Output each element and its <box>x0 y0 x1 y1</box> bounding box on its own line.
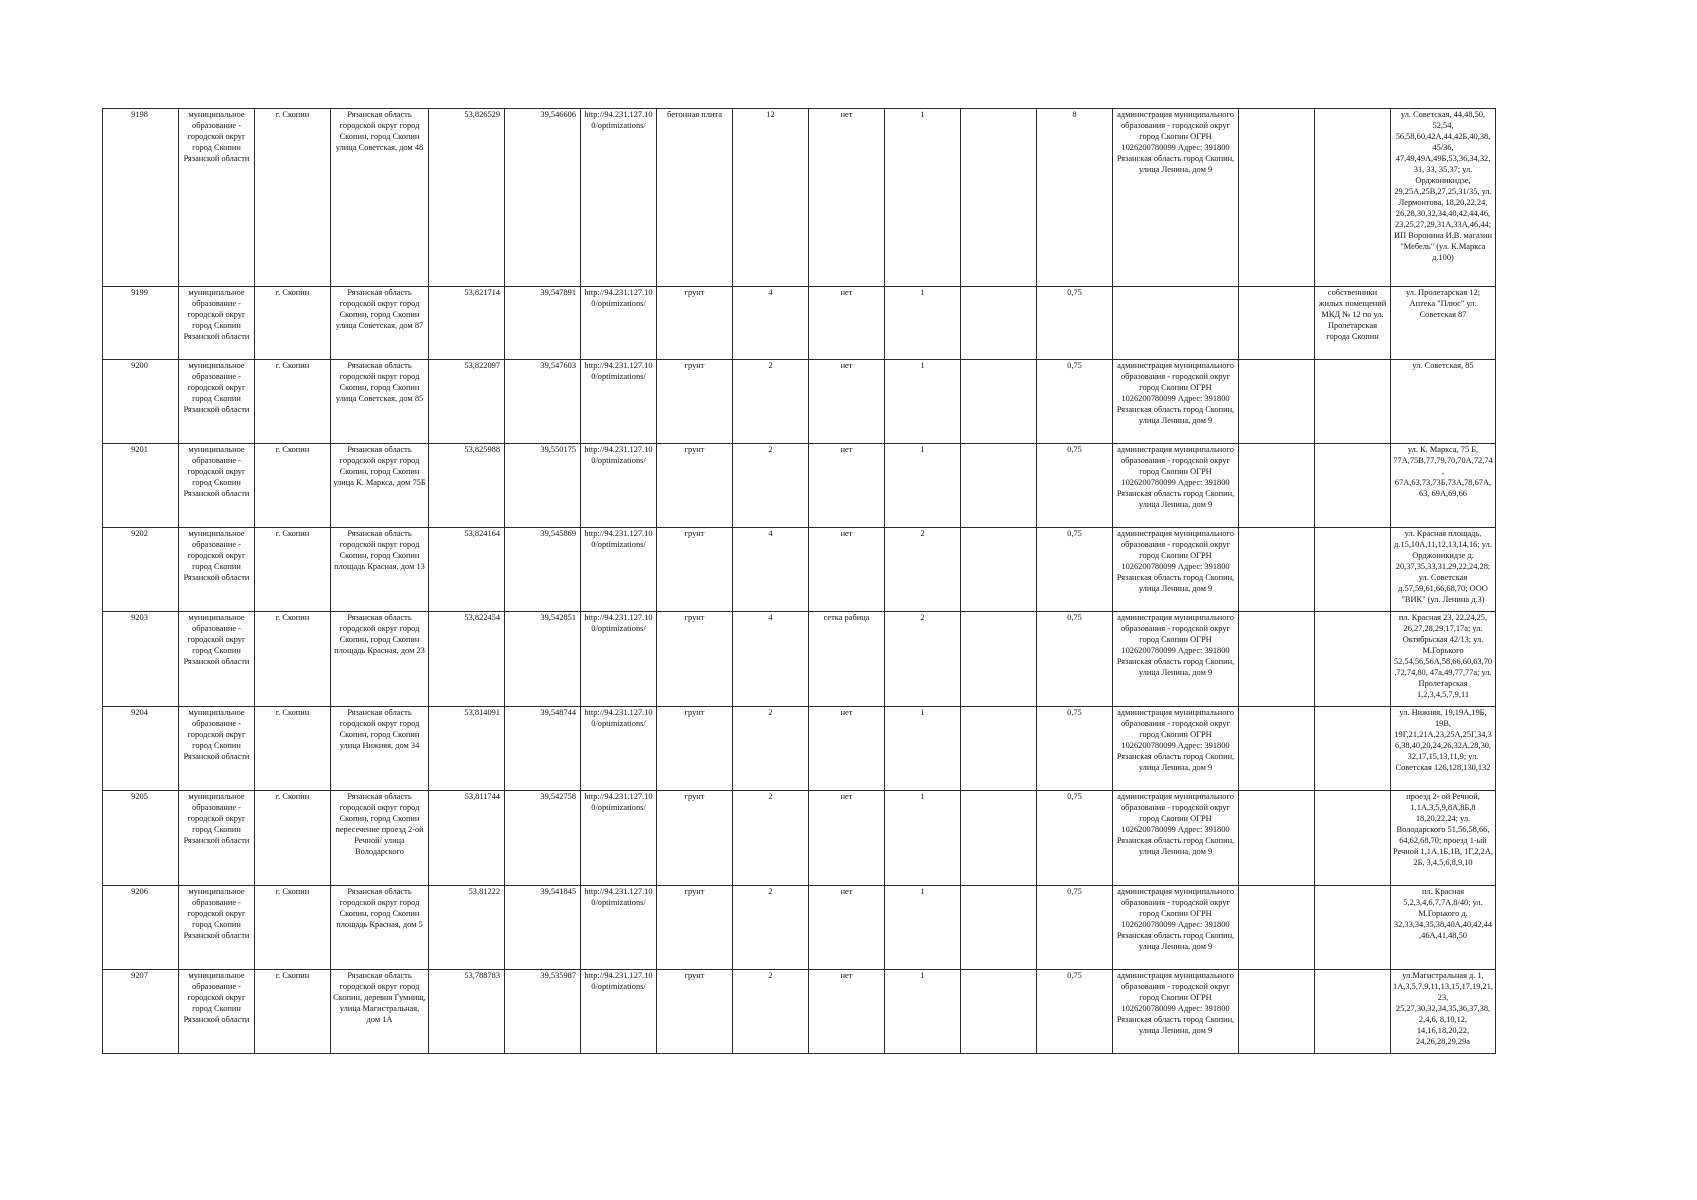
cell-surface: грунт <box>657 707 733 791</box>
cell-latitude: 53,824164 <box>429 528 505 612</box>
table-row <box>103 886 1496 970</box>
cell-containers: 1 <box>885 287 961 360</box>
cell-empty <box>1239 707 1315 791</box>
cell-volume: 0,75 <box>1037 886 1113 970</box>
cell-owner-residents: собственники жилых помещений МКД № 12 по ул. Пролетарская города Скопин <box>1315 287 1391 360</box>
table-row <box>103 528 1496 612</box>
cell-waste-sources: проезд 2- ой Речной, 1,1А,3,5,9,8А,8Б,8 18,20,22,24; ул. Володарского 51,56,58,66, 64,62,68,70; проезд 1-ый Речной 1,1А,1Б,1В, 1Г,2,2А, 2Б, 3,4,5,6,8,9,10 <box>1391 791 1496 886</box>
cell-address: Рязанская область городской округ город Скопин, город Скопин площадь Красная, дом 5 <box>331 886 429 970</box>
cell-city: г. Скопин <box>255 886 331 970</box>
cell-id: 9198 <box>103 109 179 287</box>
cell-waste-sources: ул. Советская, 85 <box>1391 360 1496 444</box>
cell-id: 9201 <box>103 444 179 528</box>
cell-link: http://94.231.127.100/optimizations/ <box>581 707 657 791</box>
cell-owner-residents <box>1315 360 1391 444</box>
cell-city: г. Скопин <box>255 444 331 528</box>
cell-fence: нет <box>809 528 885 612</box>
cell-fence: нет <box>809 360 885 444</box>
cell-owner: муниципальное образование - городской округ город Скопин Рязанской области <box>179 360 255 444</box>
cell-empty <box>961 791 1037 886</box>
cell-operator: администрация муниципального образования - городской округ город Скопин ОГРН 1026200780099 Адрес: 391800 Рязанская область город Скопин, улица Ленина, дом 9 <box>1113 444 1239 528</box>
cell-area: 2 <box>733 707 809 791</box>
cell-longitude: 39,546606 <box>505 109 581 287</box>
cell-empty <box>1239 109 1315 287</box>
cell-empty <box>961 287 1037 360</box>
cell-longitude: 39,542758 <box>505 791 581 886</box>
cell-fence: нет <box>809 444 885 528</box>
cell-surface: грунт <box>657 360 733 444</box>
cell-city: г. Скопин <box>255 612 331 707</box>
cell-empty <box>1239 970 1315 1054</box>
cell-owner-residents <box>1315 109 1391 287</box>
cell-link: http://94.231.127.100/optimizations/ <box>581 109 657 287</box>
cell-owner-residents <box>1315 707 1391 791</box>
cell-owner-residents <box>1315 528 1391 612</box>
cell-address: Рязанская область городской округ город Скопин, город Скопин улица К. Маркса, дом 75Б <box>331 444 429 528</box>
cell-empty <box>961 444 1037 528</box>
cell-link: http://94.231.127.100/optimizations/ <box>581 886 657 970</box>
cell-latitude: 53,81222 <box>429 886 505 970</box>
cell-longitude: 39,545869 <box>505 528 581 612</box>
cell-area: 2 <box>733 360 809 444</box>
cell-surface: бетонная плита <box>657 109 733 287</box>
cell-city: г. Скопин <box>255 707 331 791</box>
cell-operator: администрация муниципального образования - городской округ город Скопин ОГРН 1026200780099 Адрес: 391800 Рязанская область город Скопин, улица Ленина, дом 9 <box>1113 791 1239 886</box>
cell-area: 2 <box>733 886 809 970</box>
cell-link: http://94.231.127.100/optimizations/ <box>581 444 657 528</box>
cell-link: http://94.231.127.100/optimizations/ <box>581 528 657 612</box>
cell-owner: муниципальное образование - городской округ город Скопин Рязанской области <box>179 886 255 970</box>
cell-area: 12 <box>733 109 809 287</box>
cell-operator: администрация муниципального образования - городской округ город Скопин ОГРН 1026200780099 Адрес: 391800 Рязанская область город Скопин, улица Ленина, дом 9 <box>1113 612 1239 707</box>
cell-address: Рязанская область городской округ город Скопин, город Скопин улица Советская, дом 48 <box>331 109 429 287</box>
cell-containers: 2 <box>885 528 961 612</box>
cell-fence: нет <box>809 791 885 886</box>
cell-owner-residents <box>1315 970 1391 1054</box>
cell-area: 2 <box>733 791 809 886</box>
cell-longitude: 39,535987 <box>505 970 581 1054</box>
cell-area: 4 <box>733 528 809 612</box>
registry-table-body <box>103 109 1496 1054</box>
cell-owner-residents <box>1315 612 1391 707</box>
cell-link: http://94.231.127.100/optimizations/ <box>581 970 657 1054</box>
cell-waste-sources: пл. Красная 23, 22,24,25, 26,27,28,29,17,17а; ул. Октябрьская 42/13; ул. М.Горького 52,54,56,56А,58,66,60,63,70,72,74,80, 47а,49,77,77а; ул. Пролетарская 1,2,3,4,5,7,9,11 <box>1391 612 1496 707</box>
cell-latitude: 53,811744 <box>429 791 505 886</box>
cell-city: г. Скопин <box>255 360 331 444</box>
cell-owner: муниципальное образование - городской округ город Скопин Рязанской области <box>179 528 255 612</box>
cell-id: 9204 <box>103 707 179 791</box>
cell-fence: нет <box>809 886 885 970</box>
cell-fence: нет <box>809 707 885 791</box>
cell-surface: грунт <box>657 444 733 528</box>
cell-operator: администрация муниципального образования - городской округ город Скопин ОГРН 1026200780099 Адрес: 391800 Рязанская область город Скопин, улица Ленина, дом 9 <box>1113 528 1239 612</box>
cell-longitude: 39,541845 <box>505 886 581 970</box>
cell-empty <box>961 109 1037 287</box>
cell-owner-residents <box>1315 791 1391 886</box>
cell-latitude: 53,821714 <box>429 287 505 360</box>
cell-area: 4 <box>733 612 809 707</box>
cell-id: 9207 <box>103 970 179 1054</box>
cell-waste-sources: ул. Красная площадь, д.15,10А,11,12,13,14,16; ул. Орджоникидзе д. 20,37,35,33,31,29,22,24,28; ул. Советская д.57,59,61,66,68,70; ООО "ВИК" (ул. Ленина д.3) <box>1391 528 1496 612</box>
table-row <box>103 791 1496 886</box>
cell-containers: 1 <box>885 791 961 886</box>
cell-link: http://94.231.127.100/optimizations/ <box>581 360 657 444</box>
cell-waste-sources: ул. К. Маркса, 75 Б, 77А,75В,77,79,70,70А,72,74, 67А,63,73,73Б,73А,78,67А,63, 69А,69,66 <box>1391 444 1496 528</box>
cell-empty <box>961 360 1037 444</box>
cell-volume: 0,75 <box>1037 528 1113 612</box>
cell-latitude: 53,826529 <box>429 109 505 287</box>
cell-containers: 1 <box>885 360 961 444</box>
cell-containers: 1 <box>885 707 961 791</box>
cell-latitude: 53,825988 <box>429 444 505 528</box>
cell-fence: нет <box>809 970 885 1054</box>
cell-empty <box>1239 886 1315 970</box>
cell-empty <box>961 528 1037 612</box>
cell-city: г. Скопин <box>255 287 331 360</box>
cell-city: г. Скопин <box>255 109 331 287</box>
cell-city: г. Скопин <box>255 528 331 612</box>
cell-address: Рязанская область городской округ город Скопин, город Скопин улица Нижняя, дом 34 <box>331 707 429 791</box>
cell-volume: 0,75 <box>1037 360 1113 444</box>
cell-longitude: 39,547891 <box>505 287 581 360</box>
cell-address: Рязанская область городской округ город Скопин, город Скопин площадь Красная, дом 13 <box>331 528 429 612</box>
cell-owner: муниципальное образование - городской округ город Скопин Рязанской области <box>179 109 255 287</box>
table-row <box>103 444 1496 528</box>
cell-fence: сетка рабица <box>809 612 885 707</box>
cell-waste-sources: пл. Красная 5,2,3,4,6,7,7А,8/40; ул. М.Горького д. 32,33,34,35,38,40А,40,42,44,46А,41,48,50 <box>1391 886 1496 970</box>
cell-surface: грунт <box>657 970 733 1054</box>
cell-address: Рязанская область городской округ город Скопин, город Скопин улица Советская, дом 87 <box>331 287 429 360</box>
cell-area: 4 <box>733 287 809 360</box>
cell-containers: 1 <box>885 444 961 528</box>
table-row <box>103 707 1496 791</box>
cell-id: 9203 <box>103 612 179 707</box>
cell-waste-sources: ул. Пролетарская 12; Аптека "Плюс" ул. Советская 87 <box>1391 287 1496 360</box>
cell-owner: муниципальное образование - городской округ город Скопин Рязанской области <box>179 791 255 886</box>
cell-empty <box>1239 444 1315 528</box>
cell-empty <box>961 707 1037 791</box>
cell-surface: грунт <box>657 886 733 970</box>
cell-owner: муниципальное образование - городской округ город Скопин Рязанской области <box>179 970 255 1054</box>
cell-volume: 0,75 <box>1037 970 1113 1054</box>
cell-surface: грунт <box>657 287 733 360</box>
table-row <box>103 287 1496 360</box>
cell-link: http://94.231.127.100/optimizations/ <box>581 287 657 360</box>
cell-volume: 0,75 <box>1037 287 1113 360</box>
cell-containers: 2 <box>885 612 961 707</box>
table-row <box>103 970 1496 1054</box>
cell-operator: администрация муниципального образования - городской округ город Скопин ОГРН 1026200780099 Адрес: 391800 Рязанская область город Скопин, улица Ленина, дом 9 <box>1113 707 1239 791</box>
cell-owner: муниципальное образование - городской округ город Скопин Рязанской области <box>179 707 255 791</box>
cell-operator: администрация муниципального образования - городской округ город Скопин ОГРН 1026200780099 Адрес: 391800 Рязанская область город Скопин, улица Ленина, дом 9 <box>1113 109 1239 287</box>
cell-longitude: 39,542851 <box>505 612 581 707</box>
cell-containers: 1 <box>885 886 961 970</box>
cell-owner: муниципальное образование - городской округ город Скопин Рязанской области <box>179 612 255 707</box>
table-row <box>103 612 1496 707</box>
cell-address: Рязанская область городской округ город Скопин, город Скопин пересечение проезд 2-ой Речной/ улица Володарского <box>331 791 429 886</box>
cell-empty <box>961 970 1037 1054</box>
registry-table <box>102 108 1496 1054</box>
cell-link: http://94.231.127.100/optimizations/ <box>581 791 657 886</box>
cell-longitude: 39,547603 <box>505 360 581 444</box>
cell-waste-sources: ул. Советская, 44,48,50, 52,54, 56,58,60,42А,44,42Б,40,38, 45/36, 47,49,49А,49Б,53,36,34,32, 31, 33, 35,37; ул. Орджоникидзе, 29,25А,25В,27,25,31/35, ул. Лермонтова, 18,20,22,24, 26,28,30,32,34,40,42,44,46, 23,25,27,29,31А,33А,46,44; ИП Воронина И.В. магазин "Мебель" (ул. К.Маркса д.100) <box>1391 109 1496 287</box>
cell-longitude: 39,548744 <box>505 707 581 791</box>
cell-volume: 0,75 <box>1037 612 1113 707</box>
cell-link: http://94.231.127.100/optimizations/ <box>581 612 657 707</box>
cell-latitude: 53,822097 <box>429 360 505 444</box>
cell-empty <box>961 886 1037 970</box>
cell-surface: грунт <box>657 612 733 707</box>
cell-volume: 0,75 <box>1037 444 1113 528</box>
cell-owner-residents <box>1315 886 1391 970</box>
cell-surface: грунт <box>657 791 733 886</box>
cell-operator: администрация муниципального образования - городской округ город Скопин ОГРН 1026200780099 Адрес: 391800 Рязанская область город Скопин, улица Ленина, дом 9 <box>1113 360 1239 444</box>
cell-operator <box>1113 287 1239 360</box>
cell-fence: нет <box>809 287 885 360</box>
cell-id: 9206 <box>103 886 179 970</box>
cell-area: 2 <box>733 444 809 528</box>
cell-city: г. Скопин <box>255 970 331 1054</box>
cell-id: 9199 <box>103 287 179 360</box>
cell-empty <box>1239 528 1315 612</box>
cell-empty <box>1239 287 1315 360</box>
cell-operator: администрация муниципального образования - городской округ город Скопин ОГРН 1026200780099 Адрес: 391800 Рязанская область город Скопин, улица Ленина, дом 9 <box>1113 970 1239 1054</box>
cell-volume: 8 <box>1037 109 1113 287</box>
cell-empty <box>1239 360 1315 444</box>
cell-address: Рязанская область городской округ город Скопин, город Скопин площадь Красная, дом 23 <box>331 612 429 707</box>
cell-empty <box>961 612 1037 707</box>
cell-owner-residents <box>1315 444 1391 528</box>
cell-address: Рязанская область городской округ город Скопин, город Скопин улица Советская, дом 85 <box>331 360 429 444</box>
cell-empty <box>1239 612 1315 707</box>
cell-id: 9202 <box>103 528 179 612</box>
cell-fence: нет <box>809 109 885 287</box>
table-row <box>103 109 1496 287</box>
cell-waste-sources: ул.Магистральная д. 1, 1А,3,5,7,9,11,13,15,17,19,21,23, 25,27,30,32,34,35,36,37,38, 2,4,6, 8,10,12, 14,16,18,20,22, 24,26,28,29,29а <box>1391 970 1496 1054</box>
cell-containers: 1 <box>885 970 961 1054</box>
cell-address: Рязанская область городской округ город Скопин, деревня Гумнищ, улица Магистральная, дом 1А <box>331 970 429 1054</box>
cell-volume: 0,75 <box>1037 791 1113 886</box>
cell-waste-sources: ул. Нижняя, 19,19А,19Б, 19В, 19Г,21,21А,23,25А,25Г,34,36,38,40,20,24,26,32А,28,30,32,17,15,13,11,9; ул. Советская 126,128,130,132 <box>1391 707 1496 791</box>
cell-volume: 0,75 <box>1037 707 1113 791</box>
cell-latitude: 53,788783 <box>429 970 505 1054</box>
cell-area: 2 <box>733 970 809 1054</box>
cell-id: 9200 <box>103 360 179 444</box>
cell-operator: администрация муниципального образования - городской округ город Скопин ОГРН 1026200780099 Адрес: 391800 Рязанская область город Скопин, улица Ленина, дом 9 <box>1113 886 1239 970</box>
cell-latitude: 53,814091 <box>429 707 505 791</box>
cell-latitude: 53,822454 <box>429 612 505 707</box>
cell-city: г. Скопин <box>255 791 331 886</box>
cell-empty <box>1239 791 1315 886</box>
cell-owner: муниципальное образование - городской округ город Скопин Рязанской области <box>179 287 255 360</box>
cell-owner: муниципальное образование - городской округ город Скопин Рязанской области <box>179 444 255 528</box>
cell-id: 9205 <box>103 791 179 886</box>
cell-longitude: 39,550175 <box>505 444 581 528</box>
cell-containers: 1 <box>885 109 961 287</box>
table-row <box>103 360 1496 444</box>
cell-surface: грунт <box>657 528 733 612</box>
